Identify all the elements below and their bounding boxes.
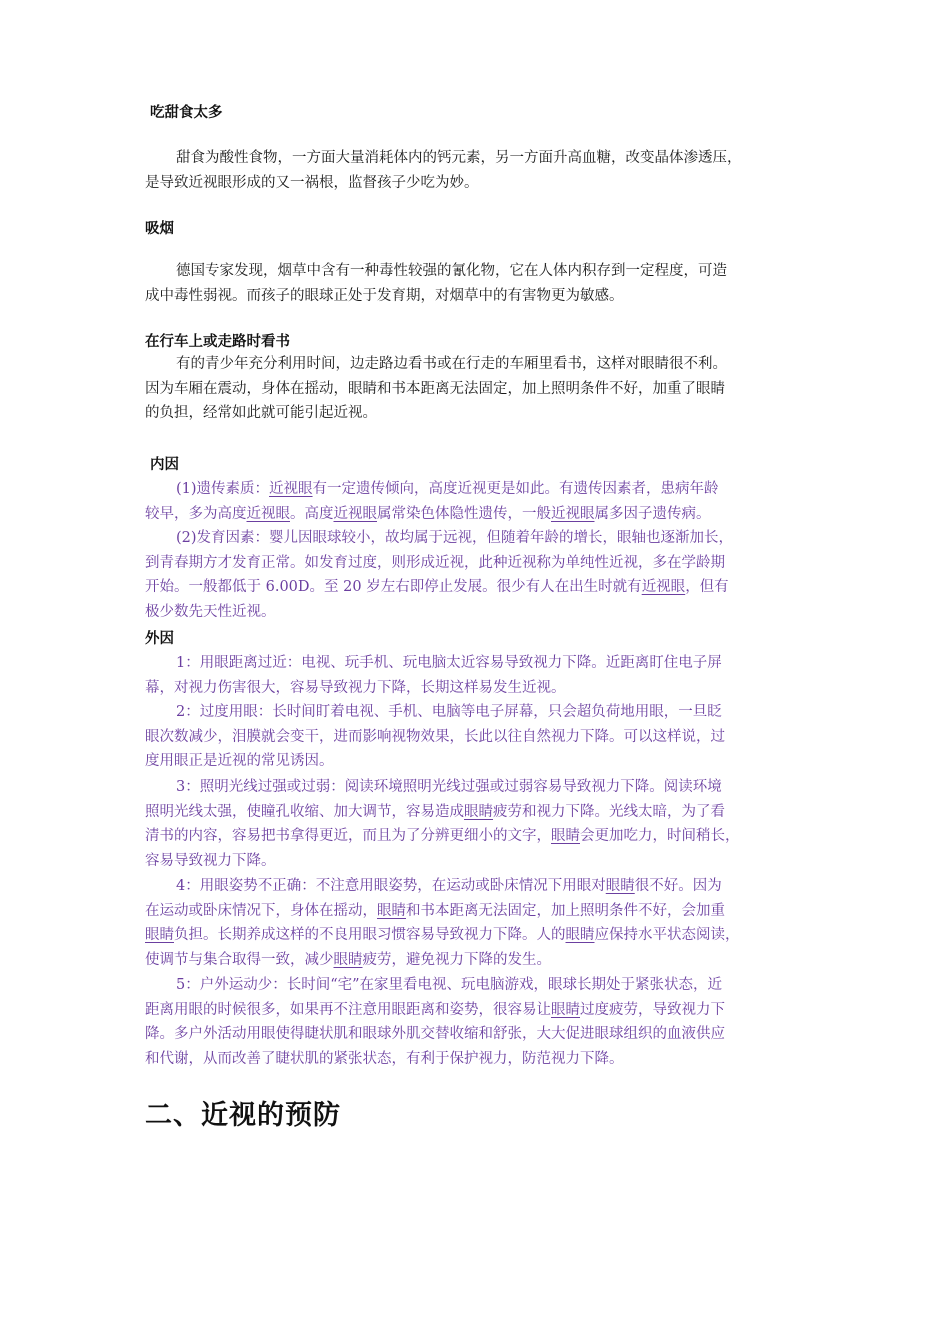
paragraph-internal-1 <box>145 477 817 526</box>
section-heading-prevention: 二、近视的预防 <box>145 1100 341 1131</box>
paragraph-internal-2 <box>145 526 817 624</box>
link-myopia[interactable]: 近视眼 <box>641 579 686 595</box>
text-line: 度用眼正是近视的常见诱因。 <box>145 753 334 769</box>
text-span: 负担。长期养成这样的不良用眼习惯容易导致视力下降。人的 <box>174 927 566 943</box>
text-line <box>145 923 817 948</box>
paragraph-reading-moving <box>145 352 817 426</box>
text-span: 属多因子遗传病。 <box>594 505 711 522</box>
paragraph-external-1 <box>145 651 817 700</box>
heading-smoking: 吸烟 <box>145 221 174 237</box>
paragraph-sweets <box>145 146 817 195</box>
text-line <box>145 575 817 600</box>
text-span: 应保持水平状态阅读， <box>594 927 740 943</box>
text-line: 降。多户外活动用眼使得睫状肌和眼球外肌交替收缩和舒张，大大促进眼球组织的血液供应 <box>145 1026 725 1042</box>
text-span: 属常染色体隐性遗传，一般 <box>377 505 551 522</box>
text-span: 4：用眼姿势不正确：不注意用眼姿势，在运动或卧床情况下用眼对 <box>176 878 606 894</box>
link-eyes[interactable]: 眼睛 <box>551 828 580 844</box>
text-line <box>145 948 817 973</box>
text-span: 在运动或卧床情况下，身体在摇动， <box>145 902 377 919</box>
link-eyes[interactable]: 眼睛 <box>377 902 406 919</box>
link-eyes[interactable]: 眼睛 <box>333 951 363 968</box>
text-span: 使调节与集合取得一致，减少 <box>145 951 334 968</box>
text-line: 极少数先天性近视。 <box>145 603 276 620</box>
text-span: 疲劳，避免视力下降的发生。 <box>362 951 551 968</box>
text-line <box>145 899 817 924</box>
text-span: 和书本距离无法固定，加上照明条件不好，会加重 <box>406 902 725 919</box>
paragraph-external-3 <box>145 775 817 873</box>
text-line: 5：户外运动少：长时间“宅”在家里看电视、玩电脑游戏，眼球长期处于紧张状态，近 <box>176 977 723 993</box>
link-myopia[interactable]: 近视眼 <box>246 505 290 522</box>
heading-internal: 内因 <box>150 457 179 473</box>
text-span: 距离用眼的时候很多，如果再不注意用眼距离和姿势，很容易让 <box>145 1001 551 1018</box>
text-line: 和代谢，从而改善了睫状肌的紧张状态，有利于保护视力，防范视力下降。 <box>145 1050 624 1067</box>
text-span: (1)遗传素质： <box>176 481 270 497</box>
heading-sweets: 吃甜食太多 <box>150 105 223 121</box>
text-span: 疲劳和视力下降。光线太暗，为了看 <box>493 803 725 820</box>
text-span: 会更加吃力，时间稍长， <box>580 828 740 844</box>
text-line: 德国专家发现，烟草中含有一种毒性较强的氰化物，它在人体内积存到一定程度，可造 <box>176 263 727 279</box>
text-line: 眼次数减少，泪膜就会变干，进而影响视物效果，长此以往自然视力下降。可以这样说，过 <box>145 728 725 745</box>
text-line <box>145 998 817 1023</box>
text-line: 幕，对视力伤害很大，容易导致视力下降，长期这样易发生近视。 <box>145 679 566 696</box>
text-line: (2)发育因素：婴儿因眼球较小，故均属于远视，但随着年龄的增长，眼轴也逐渐加长， <box>176 530 734 546</box>
text-span: 开始。一般都低于 6.00D。至 20 岁左右即停止发展。很少有人在出生时就有 <box>145 579 642 595</box>
text-line: 是导致近视眼形成的又一祸根，监督孩子少吃为妙。 <box>145 174 479 191</box>
paragraph-external-5 <box>145 973 817 1071</box>
link-eyes[interactable]: 眼睛 <box>464 803 493 820</box>
link-eyes[interactable]: 眼睛 <box>551 1001 580 1018</box>
text-line: 成中毒性弱视。而孩子的眼球正处于发育期，对烟草中的有害物更为敏感。 <box>145 287 624 304</box>
heading-external: 外因 <box>145 631 174 647</box>
text-line <box>145 502 817 527</box>
text-line: 3：照明光线过强或过弱：阅读环境照明光线过强或过弱容易导致视力下降。阅读环境 <box>176 779 722 795</box>
text-line: 2：过度用眼：长时间盯着电视、手机、电脑等电子屏幕，只会超负荷地用眼，一旦眨 <box>176 704 722 720</box>
text-line <box>145 800 817 825</box>
text-line: 甜食为酸性食物，一方面大量消耗体内的钙元素，另一方面升高血糖，改变晶体渗透压， <box>176 150 742 166</box>
text-line: 因为车厢在震动，身体在摇动，眼睛和书本距离无法固定，加上照明条件不好，加重了眼睛 <box>145 380 725 397</box>
text-line: 有的青少年充分利用时间，边走路边看书或在行走的车厢里看书，这样对眼睛很不利。 <box>176 356 727 372</box>
paragraph-smoking <box>145 259 817 308</box>
text-span: 清书的内容，容易把书拿得更近，而且为了分辨更细小的文字， <box>145 828 551 844</box>
text-line <box>145 477 817 502</box>
link-eyes[interactable]: 眼睛 <box>565 927 595 943</box>
text-line: 容易导致视力下降。 <box>145 852 276 869</box>
text-line: 的负担，经常如此就可能引起近视。 <box>145 405 377 421</box>
text-span: 很不好。因为 <box>634 878 722 894</box>
link-eyes[interactable]: 眼睛 <box>605 878 635 894</box>
link-myopia[interactable]: 近视眼 <box>551 505 595 522</box>
link-myopia[interactable]: 近视眼 <box>269 481 313 497</box>
text-span: 有一定遗传倾向，高度近视更是如此。有遗传因素者，患病年龄 <box>312 481 719 497</box>
text-line <box>145 824 817 849</box>
text-span: 过度疲劳，导致视力下 <box>580 1001 725 1018</box>
link-eyes[interactable]: 眼睛 <box>145 927 174 943</box>
text-line <box>145 874 817 899</box>
text-span: 照明光线太强，使瞳孔收缩、加大调节，容易造成 <box>145 803 464 820</box>
paragraph-external-2 <box>145 700 817 774</box>
text-line: 到青春期方才发育正常。如发育过度，则形成近视，此种近视称为单纯性近视，多在学龄期 <box>145 554 725 571</box>
heading-reading-moving: 在行车上或走路时看书 <box>145 334 290 350</box>
text-span: ，但有 <box>685 579 729 595</box>
text-line: 1：用眼距离过近：电视、玩手机、玩电脑太近容易导致视力下降。近距离盯住电子屏 <box>176 655 722 671</box>
paragraph-external-4 <box>145 874 817 972</box>
text-span: 较早，多为高度 <box>145 505 247 522</box>
link-myopia[interactable]: 近视眼 <box>333 505 377 522</box>
text-span: 。高度 <box>290 505 334 522</box>
